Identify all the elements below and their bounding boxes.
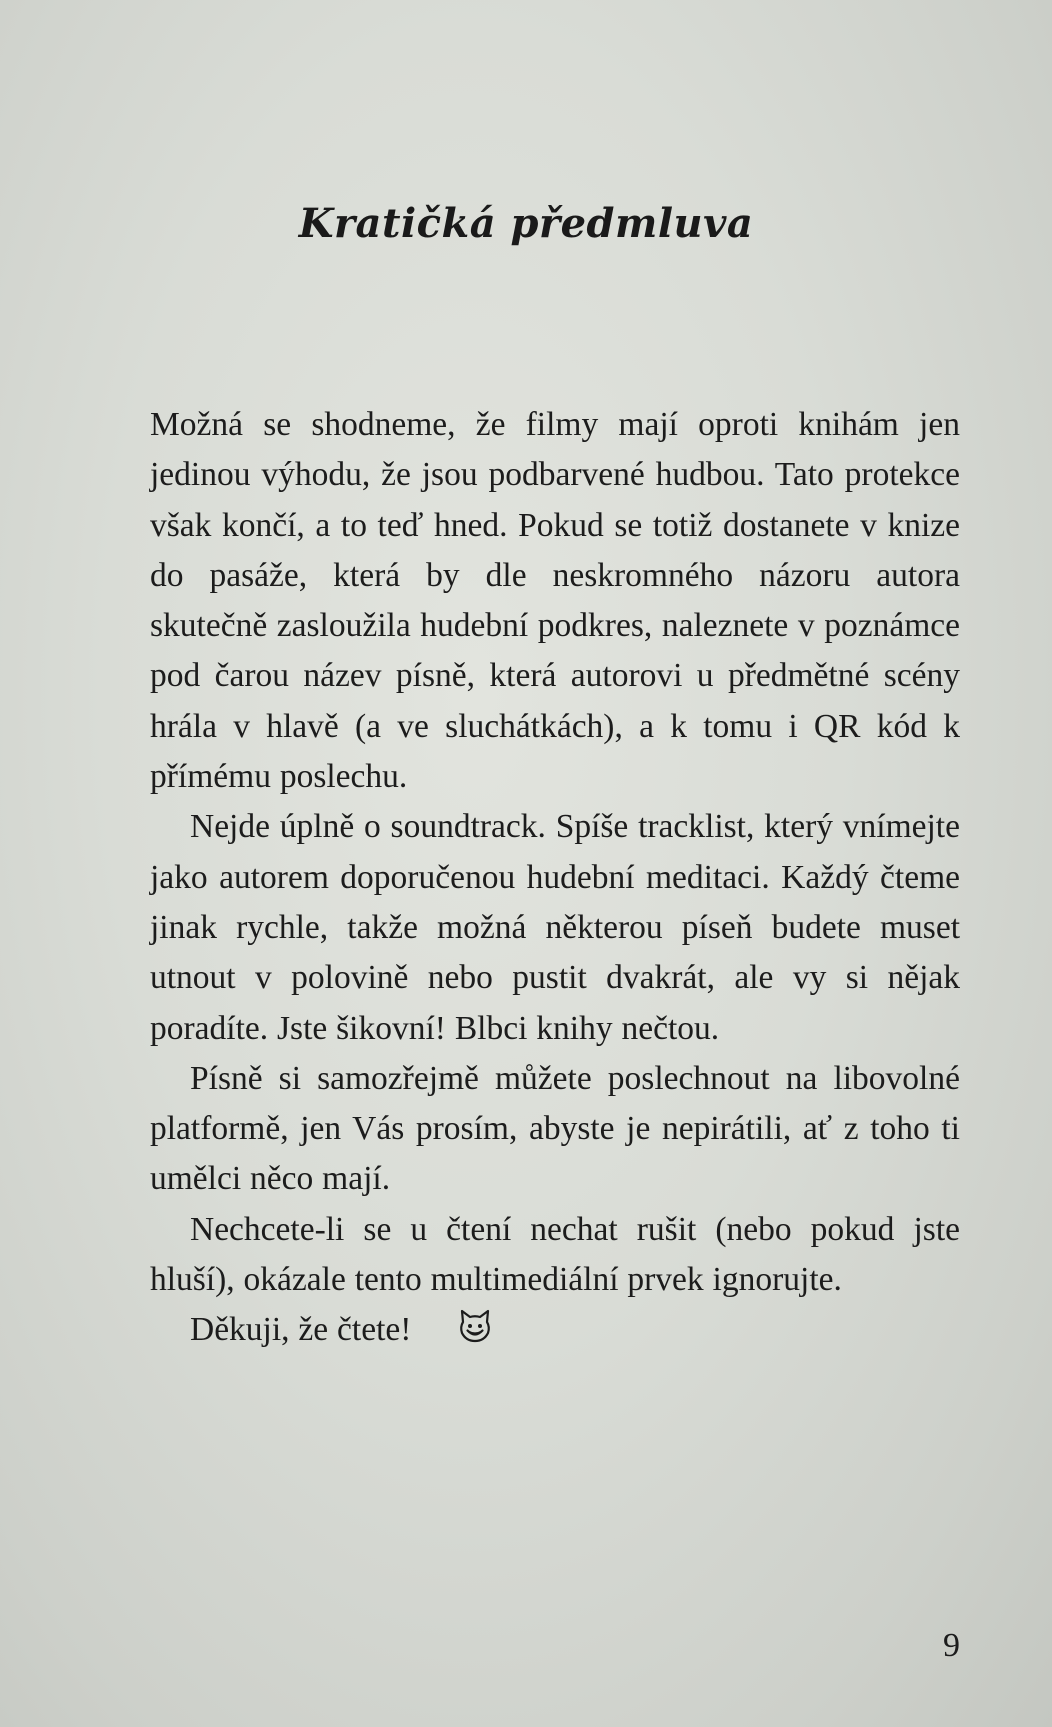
paragraph-4: Nechcete-li se u čtení nechat rušit (nebo pokud jste hluší), okázale tento multimediální prvek ignorujte. [150,1210,960,1299]
smiley-cat-icon [417,1308,453,1344]
paragraph-2: Nejde úplně o soundtrack. Spíše tracklist, který vnímejte jako autorem doporučenou hudební meditaci. Každý čteme jinak rychle, takže možná některou píseň budete muset utnout v polovině nebo pustit dvakrát, ale vy si nějak poradíte. Jste šikovní! Blbci knihy nečtou. [150,808,960,1047]
paragraph-5 [150,1305,960,1355]
paragraph-1: Možná se shodneme, že filmy mají oproti knihám jen jedinou výhodu, že jsou podbarvené hudbou. Tato protekce však končí, a to teď hned. Pokud se totiž dostanete v knize do pasáže, která by dle neskromného názoru autora skutečně zasloužila hudební podkres, naleznete v poznámce pod čarou název písně, která autorovi u předmětné scény hrála v hlavě (a ve sluchátkách), a k tomu i QR kód k přímému poslechu. [150,406,960,796]
page-number: 9 [943,1627,960,1664]
preface-text [150,400,960,1356]
chapter-title: Kratičká předmluva [298,200,754,247]
paragraph-3: Písně si samozřejmě můžete poslechnout na libovolné platformě, jen Vás prosím, abyste je nepirátili, ať z toho ti umělci něco mají. [150,1059,960,1198]
closing-thanks: Děkuji, že čtete! [190,1311,412,1349]
